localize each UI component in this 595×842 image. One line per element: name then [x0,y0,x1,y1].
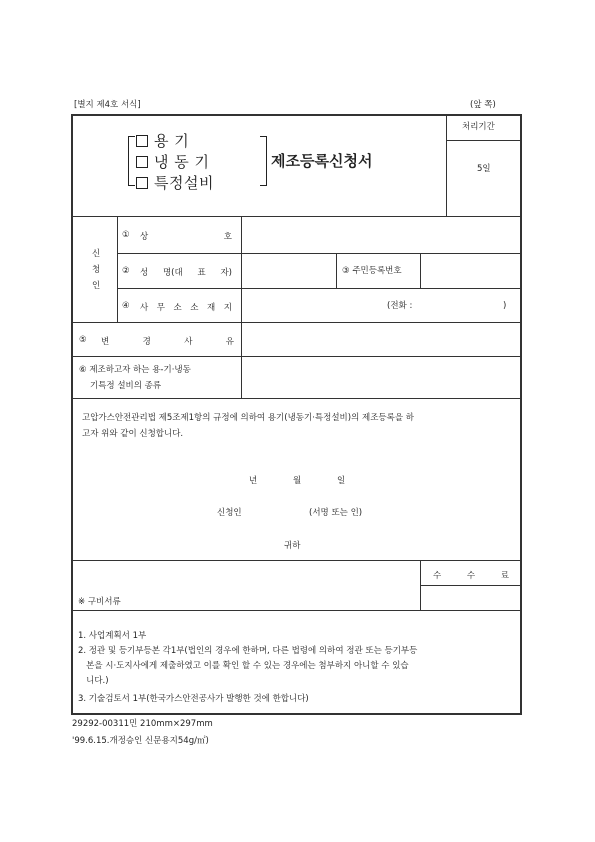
date-day-label: 일 [337,476,346,486]
checkbox-icon[interactable] [136,156,148,168]
list-item: 2. 정관 및 등기부등본 각1부(법인의 경우에 한하며, 다른 법령에 의하여 정관 또는 등기부등 [78,646,418,656]
footer-spec: 29292-00311민 210mm×297mm [72,719,213,729]
page-side: (앞 쪽) [470,100,496,110]
footer-approval: '99.6.15.개정승인 신문용지54g/㎡) [72,736,209,746]
statement-line-2: 고자 위와 같이 신청합니다. [82,429,184,439]
equipment-type-label-line2: 기특정 설비의 종류 [90,381,162,391]
label-char: 표 [197,268,206,278]
label-char: 성 [140,268,149,278]
recipient-label: 귀하 [284,541,301,551]
trade-name-field[interactable] [242,217,520,253]
option-container-label: 용 기 [154,132,190,150]
label-char: 사 [140,303,149,313]
signature-hint: (서명 또는 인) [309,508,363,518]
label-char: 지 [223,303,232,313]
equipment-type-label-line1: ⑥ 제조하고자 하는 용-기·냉동 [79,365,191,375]
label-char: 소 [190,303,199,313]
change-reason-label [101,335,234,347]
label-char: 호 [223,232,232,242]
name-field[interactable] [242,254,336,288]
change-reason-number: ⑤ [79,335,87,345]
list-item: 니다.) [78,676,109,686]
applicant-signature-label: 신청인 [217,508,242,518]
list-item: 1. 사업계획서 1부 [78,631,147,641]
required-documents-title: ※ 구비서류 [78,597,121,607]
option-container[interactable] [136,130,189,151]
right-bracket [260,136,267,186]
applicant-section-label-1: 신 [92,249,101,259]
label-char: 재 [207,303,216,313]
label-char: 소 [173,303,182,313]
form-title: 제조등록신청서 [271,152,373,170]
resident-number-label: ③ 주민등록번호 [342,266,402,276]
name-number: ② [122,266,130,276]
option-refrigerator-label: 냉 동 기 [154,153,210,171]
phone-label-close: ) [503,301,507,311]
resident-number-field[interactable] [421,254,520,288]
fee-field[interactable] [421,586,520,610]
applicant-section-label-2: 청 [92,265,101,275]
office-label [140,301,232,313]
label-char: 유 [225,337,234,347]
option-special-equipment-label: 특정설비 [154,174,214,192]
date-month-label: 월 [293,476,302,486]
applicant-section-label-3: 인 [92,281,101,291]
trade-name-number: ① [122,230,130,240]
fee-label [433,569,509,581]
checkbox-icon[interactable] [136,135,148,147]
processing-period-value: 5일 [477,164,491,174]
checkbox-icon[interactable] [136,177,148,189]
label-char: 료 [500,571,509,581]
phone-label-open: (전화 : [387,301,413,311]
label-char: 자) [220,268,232,278]
office-number: ④ [122,301,130,311]
list-item: 본을 시·도지사에게 제출하였고 이를 확인 할 수 있는 경우에는 첨부하지 아니할 수 있습 [78,661,409,671]
date-year-label: 년 [249,476,258,486]
option-special-equipment[interactable] [136,172,214,193]
left-bracket [128,136,135,186]
label-char: 사 [184,337,193,347]
label-char: 명(대 [162,268,183,278]
option-refrigerator[interactable] [136,151,210,172]
equipment-type-field[interactable] [242,357,520,398]
change-reason-field[interactable] [242,323,520,356]
label-char: 상 [140,232,149,242]
label-char: 변 [101,337,110,347]
label-char: 수 [433,571,442,581]
form-number: [별지 제4호 서식] [74,100,141,110]
list-item: 3. 기술검토서 1부(한국가스안전공사가 발행한 것에 한합니다) [78,694,309,704]
processing-period-label: 처리기간 [462,122,495,132]
trade-name-label [140,230,232,242]
statement-line-1: 고압가스안전관리법 제5조제1항의 규정에 의하여 용기(냉동기·특정설비)의 제조등록을 하 [82,413,414,423]
label-char: 수 [466,571,476,581]
name-label [140,266,232,278]
office-address-field[interactable] [242,289,520,322]
label-char: 경 [142,337,151,347]
label-char: 무 [156,303,165,313]
signature-field[interactable] [252,504,306,520]
